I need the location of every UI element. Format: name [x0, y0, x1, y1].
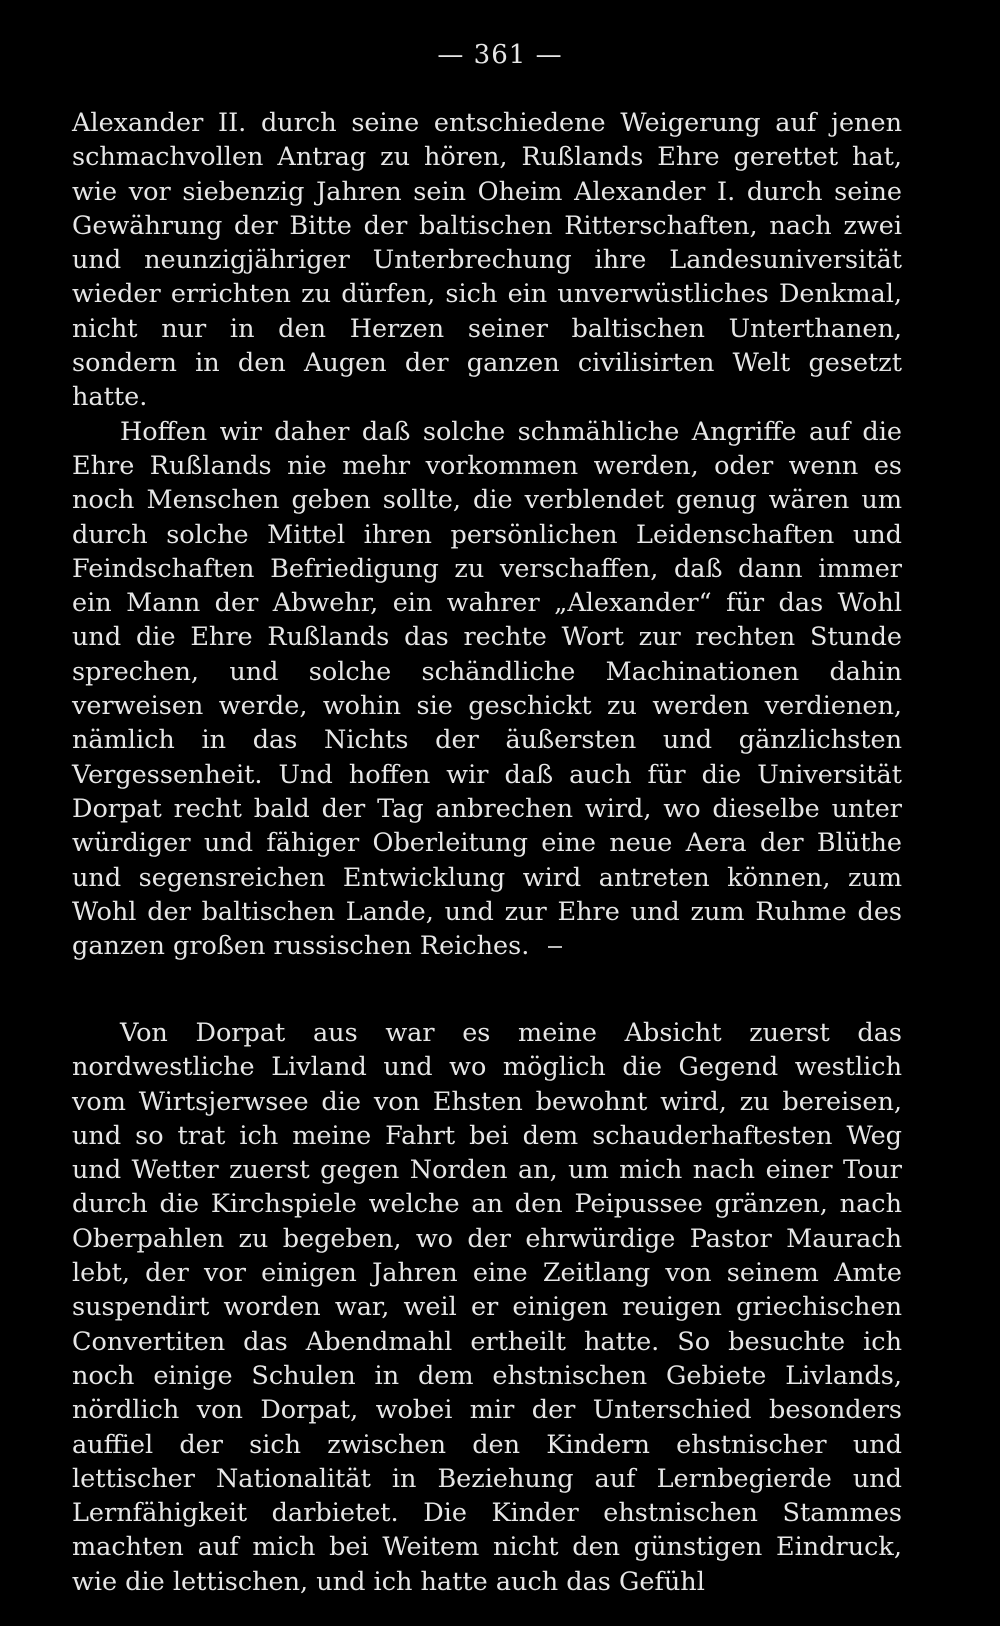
paragraph: Hoffen wir daher daß solche schmähliche Angriffe auf die Ehre Rußlands nie mehr vorkommen werden, oder wenn es noch Menschen geben sollte, die verblendet genug wären um durch solche Mittel ihren persönlichen Leidenschaften und Feindschaften Befriedigung zu verschaffen, daß dann immer ein Mann der Abwehr, ein wahrer „Alexander“ für das Wohl und die Ehre Rußlands das rechte Wort zur rechten Stunde sprechen, und solche schändliche Machinationen dahin verweisen werde, wohin sie geschickt zu werden verdienen, nämlich in das Nichts der äußersten und gänzlichsten Vergessenheit. Und hoffen wir daß auch für die Universität Dorpat recht bald der Tag anbrechen wird, wo dieselbe unter würdiger und fähiger Oberleitung eine neue Aera der Blüthe und segensreichen Entwicklung wird antreten können, zum Wohl der baltischen Lande, und zur Ehre und zum Ruhme des ganzen großen russischen Reiches. — [72, 416, 902, 962]
section-1-text — [72, 106, 902, 963]
page-number: — 361 — — [437, 40, 563, 70]
paragraph: Von Dorpat aus war es meine Absicht zuerst das nordwestliche Livland und wo möglich die Gegend westlich vom Wirtsjerwsee die von Ehsten bewohnt wird, zu bereisen, und so trat ich meine Fahrt bei dem schauderhaftesten Weg und Wetter zuerst gegen Norden an, um mich nach einer Tour durch die Kirchspiele welche an den Peipussee gränzen, nach Oberpahlen zu begeben, wo der ehrwürdige Pastor Maurach lebt, der vor einigen Jahren eine Zeitlang von seinem Amte suspendirt worden war, weil er einigen reuigen griechischen Convertiten das Abendmahl ertheilt hatte. So besuchte ich noch einige Schulen in dem ehstnischen Gebiete Livlands, nördlich von Dorpat, wobei mir der Unterschied besonders auffiel der sich zwischen den Kindern ehstnischer und lettischer Nationalität in Beziehung auf Lernbegierde und Lernfähigkeit darbietet. Die Kinder ehstnischen Stammes machten auf mich bei Weitem nicht den günstigen Eindruck, wie die lettischen, und ich hatte auch das Gefühl — [72, 1018, 902, 1597]
section-2-text — [72, 1016, 902, 1599]
paragraph: Alexander II. durch seine entschiedene Weigerung auf jenen schmachvollen Antrag zu hören, Rußlands Ehre gerettet hat, wie vor siebenzig Jahren sein Oheim Alexander I. durch seine Gewährung der Bitte der baltischen Ritterschaften, nach zwei und neunzigjähriger Unterbrechung ihre Landesuniversität wieder errichten zu dürfen, sich ein unverwüstliches Denkmal, nicht nur in den Herzen seiner baltischen Unterthanen, sondern in den Augen der ganzen civilisirten Welt gesetzt hatte. — [72, 108, 902, 413]
section-separator — [548, 946, 562, 948]
